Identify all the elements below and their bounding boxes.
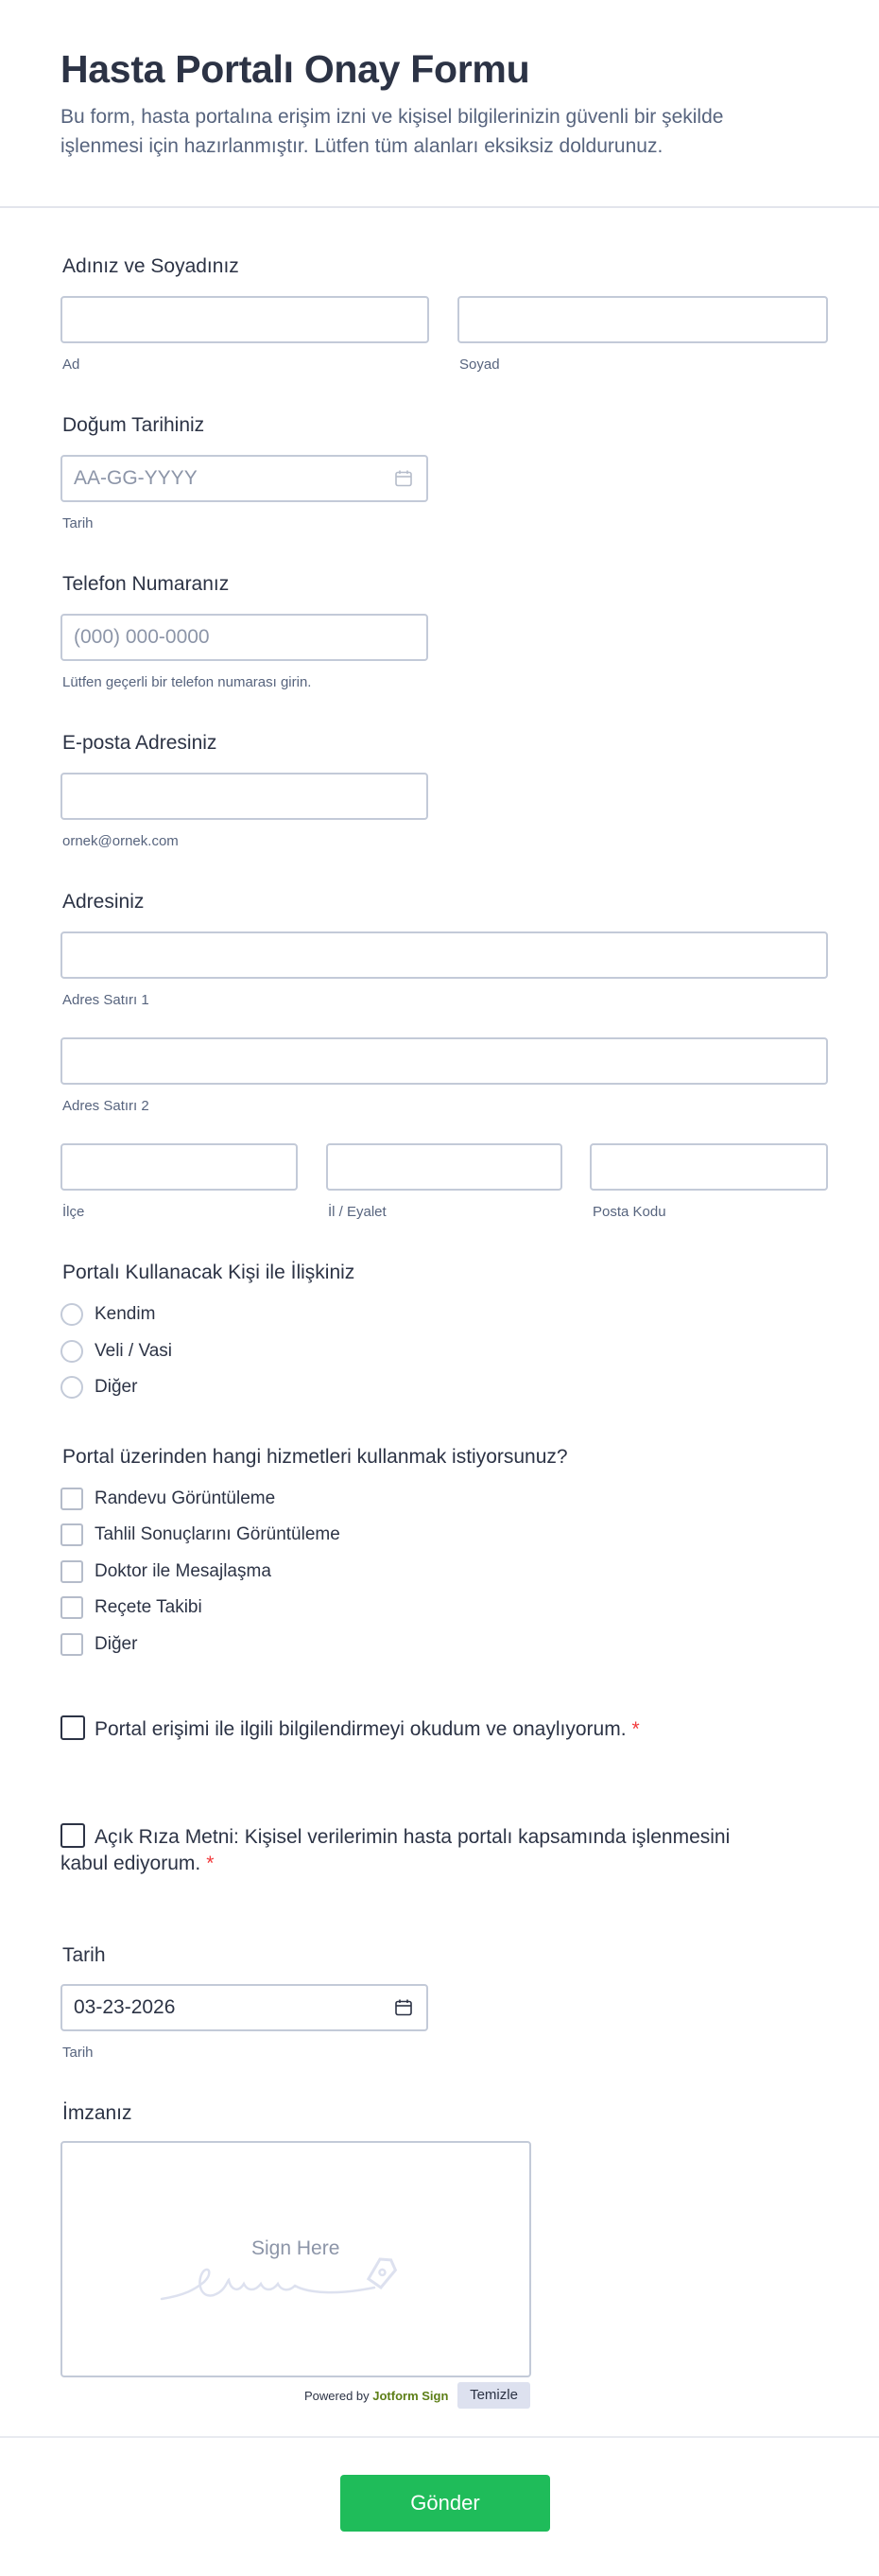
checkbox-option-label: Diğer <box>95 1634 138 1654</box>
checkbox-option-label: Tahlil Sonuçlarını Görüntüleme <box>95 1524 340 1544</box>
powered-by-prefix: Powered by <box>304 2389 373 2403</box>
required-marker: * <box>206 1853 215 1874</box>
services-label: Portal üzerinden hangi hizmetleri kullanmak istiyorsunuz? <box>62 1446 568 1468</box>
required-marker: * <box>631 1718 640 1740</box>
checkbox-option-prescriptions[interactable] <box>60 1594 202 1621</box>
address-line2-input[interactable] <box>60 1037 828 1085</box>
checkbox[interactable] <box>60 1523 83 1546</box>
calendar-icon[interactable] <box>394 1998 413 2017</box>
zip-sublabel: Posta Kodu <box>593 1204 666 1220</box>
radio-option-guardian[interactable] <box>60 1338 172 1365</box>
dob-label: Doğum Tarihiniz <box>62 414 205 436</box>
radio-option-self[interactable] <box>60 1301 155 1328</box>
form-description: Bu form, hasta portalına erişim izni ve kişisel bilgilerinizin güvenli bir şekilde işlenmesi için hazırlanmıştır. Lütfen tüm alanları eksiksiz doldurunuz. <box>60 106 724 157</box>
dob-input[interactable] <box>60 455 428 502</box>
phone-sublabel: Lütfen geçerli bir telefon numarası girin. <box>62 674 312 690</box>
powered-by <box>304 2389 448 2403</box>
signature-placeholder: Sign Here <box>251 2237 340 2259</box>
radio-button[interactable] <box>60 1303 83 1326</box>
checkbox[interactable] <box>60 1823 85 1848</box>
radio-option-label: Kendim <box>95 1304 156 1324</box>
email-input[interactable] <box>60 773 428 820</box>
state-input[interactable] <box>326 1143 562 1191</box>
checkbox-option-messaging[interactable] <box>60 1558 271 1585</box>
city-sublabel: İlçe <box>62 1204 85 1220</box>
submit-button[interactable]: Gönder <box>340 2475 550 2532</box>
clear-signature-button[interactable]: Temizle <box>457 2382 530 2409</box>
consent-kvkk-checkbox[interactable] <box>60 1823 798 1877</box>
radio-button[interactable] <box>60 1376 83 1399</box>
radio-button[interactable] <box>60 1340 83 1363</box>
checkbox-option-label: Doktor ile Mesajlaşma <box>95 1561 271 1581</box>
signature-label: İmzanız <box>62 2102 132 2124</box>
address-line1-input[interactable] <box>60 931 828 979</box>
checkbox[interactable] <box>60 1596 83 1619</box>
city-input[interactable] <box>60 1143 298 1191</box>
checkbox-option-label: Randevu Görüntüleme <box>95 1488 276 1508</box>
form-title: Hasta Portalı Onay Formu <box>60 47 530 91</box>
checkbox-option-label: Reçete Takibi <box>95 1597 202 1617</box>
email-sublabel: ornek@ornek.com <box>62 833 179 849</box>
checkbox[interactable] <box>60 1560 83 1583</box>
consent-kvkk-text-line1: Açık Rıza Metni: Kişisel verilerimin hasta portalı kapsamında işlenmesini <box>95 1826 731 1848</box>
date-input[interactable] <box>60 1984 428 2031</box>
first-name-input[interactable] <box>60 296 429 343</box>
checkbox[interactable] <box>60 1488 83 1510</box>
address-line1-sublabel: Adres Satırı 1 <box>62 992 149 1008</box>
signature-pad[interactable] <box>60 2141 531 2377</box>
checkbox-option-lab-results[interactable] <box>60 1522 340 1548</box>
radio-option-label: Diğer <box>95 1377 138 1397</box>
checkbox-option-appointments[interactable] <box>60 1486 275 1512</box>
dob-sublabel: Tarih <box>62 515 94 531</box>
form-header <box>0 0 879 208</box>
consent-kvkk-text-line2: kabul ediyorum. <box>60 1853 201 1874</box>
last-name-sublabel: Soyad <box>459 357 500 373</box>
date-label: Tarih <box>62 1944 106 1966</box>
radio-option-other[interactable] <box>60 1374 137 1401</box>
zip-input[interactable] <box>590 1143 828 1191</box>
consent-info-text: Portal erişimi ile ilgili bilgilendirmeyi okudum ve onaylıyorum. <box>95 1718 627 1740</box>
consent-info-checkbox[interactable] <box>60 1715 640 1743</box>
state-sublabel: İl / Eyalet <box>328 1204 387 1220</box>
radio-option-label: Veli / Vasi <box>95 1341 173 1361</box>
date-sublabel: Tarih <box>62 2045 94 2061</box>
checkbox[interactable] <box>60 1633 83 1656</box>
checkbox-option-other[interactable] <box>60 1631 137 1658</box>
email-label: E-posta Adresiniz <box>62 732 217 754</box>
date-value: 03-23-2026 <box>74 1996 176 2018</box>
phone-input[interactable]: (000) 000-0000 <box>60 614 428 661</box>
address-line2-sublabel: Adres Satırı 2 <box>62 1098 149 1114</box>
relationship-label: Portalı Kullanacak Kişi ile İlişkiniz <box>62 1262 355 1283</box>
last-name-input[interactable] <box>457 296 828 343</box>
calendar-icon[interactable] <box>394 469 413 488</box>
dob-placeholder: AA-GG-YYYY <box>74 467 198 489</box>
checkbox[interactable] <box>60 1715 85 1740</box>
name-label: Adınız ve Soyadınız <box>62 255 239 277</box>
address-label: Adresiniz <box>62 891 145 913</box>
phone-label: Telefon Numaranız <box>62 573 230 595</box>
first-name-sublabel: Ad <box>62 357 80 373</box>
jotform-sign-brand[interactable]: Jotform Sign <box>372 2389 449 2403</box>
